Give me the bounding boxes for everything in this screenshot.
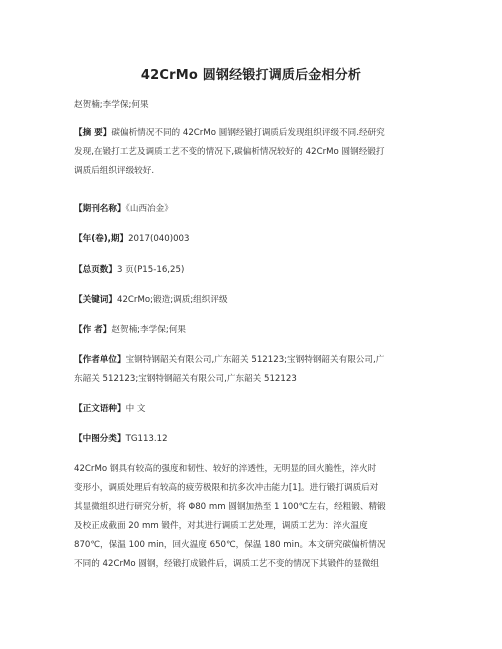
pages-value: 3 页(P15-16,25) [116, 265, 185, 275]
body-line-6: 不同的 42CrMo 圆钢，经锻打成锻件后，调质工艺不变的情况下其锻件的显微组 [74, 559, 380, 569]
affiliation-line-2: 东韶关 512123;宝钢特钢韶关有限公司,广东韶关 512123 [74, 374, 297, 384]
pages-field [74, 261, 434, 280]
author-label: 【作 者】 [74, 325, 112, 335]
year-value: 2017(040)003 [128, 234, 190, 244]
abstract-line-2: 发现,在锻打工艺及调质工艺不变的情况下,碳偏析情况较好的 42CrMo 圆钢经锻打 [74, 147, 385, 157]
abstract-line-3: 调质后组织评级较好. [74, 166, 155, 176]
journal-value: 《山西冶金》 [125, 204, 173, 214]
pages-label: 【总页数】 [74, 265, 117, 275]
classification-value: TG113.12 [125, 434, 168, 444]
author-field [74, 321, 434, 340]
body-line-2: 变形小，调质处理后有较高的疲劳极限和抗多次冲击能力[1]。进行锻打调质后对 [74, 483, 379, 493]
body-line-5: 870℃，保温 100 min，回火温度 650℃，保温 180 min。本文研究碳偏析情况 [74, 540, 386, 550]
abstract-label: 【摘 要】 [74, 128, 112, 138]
year-label: 【年(卷),期】 [74, 234, 129, 244]
abstract-text-1: 碳偏析情况不同的 42CrMo 圆钢经锻打调质后发现组织评级不同.经研究 [111, 128, 385, 138]
keywords-field [74, 291, 434, 310]
journal-label: 【期刊名称】 [74, 204, 126, 214]
keywords-value: 42CrMo;锻造;调质;组织评级 [116, 295, 228, 305]
keywords-label: 【关键词】 [74, 295, 117, 305]
affiliation-label: 【作者单位】 [74, 355, 126, 365]
author-value: 赵贺楠;李学保;何果 [111, 325, 186, 335]
affiliation-line-1 [74, 351, 434, 370]
language-label: 【正文语种】 [74, 404, 126, 414]
document-title: 42CrMo 圆钢经锻打调质后金相分析 [140, 68, 362, 83]
classification-label: 【中图分类】 [74, 434, 126, 444]
affiliation-text-1: 宝钢特钢韶关有限公司,广东韶关 512123;宝钢特钢韶关有限公司,广 [125, 355, 385, 365]
year-field [74, 230, 434, 249]
language-field [74, 400, 434, 419]
body-line-3: 其显微组织进行研究分析，将 Φ80 mm 圆钢加热至 1 100℃左右，经粗锻、精锻 [74, 502, 386, 512]
body-line-1: 42CrMo 钢具有较高的强度和韧性、较好的淬透性，无明显的回火脆性，淬火时 [74, 464, 377, 474]
classification-field [74, 430, 434, 449]
body-line-4: 及校正成截面 20 mm 锻件，对其进行调质工艺处理，调质工艺为：淬火温度 [74, 521, 368, 531]
language-value: 中 文 [125, 404, 146, 414]
abstract-line-1 [74, 124, 434, 143]
authors-line: 赵贺楠;李学保;何果 [74, 100, 149, 110]
journal-field [74, 200, 434, 219]
